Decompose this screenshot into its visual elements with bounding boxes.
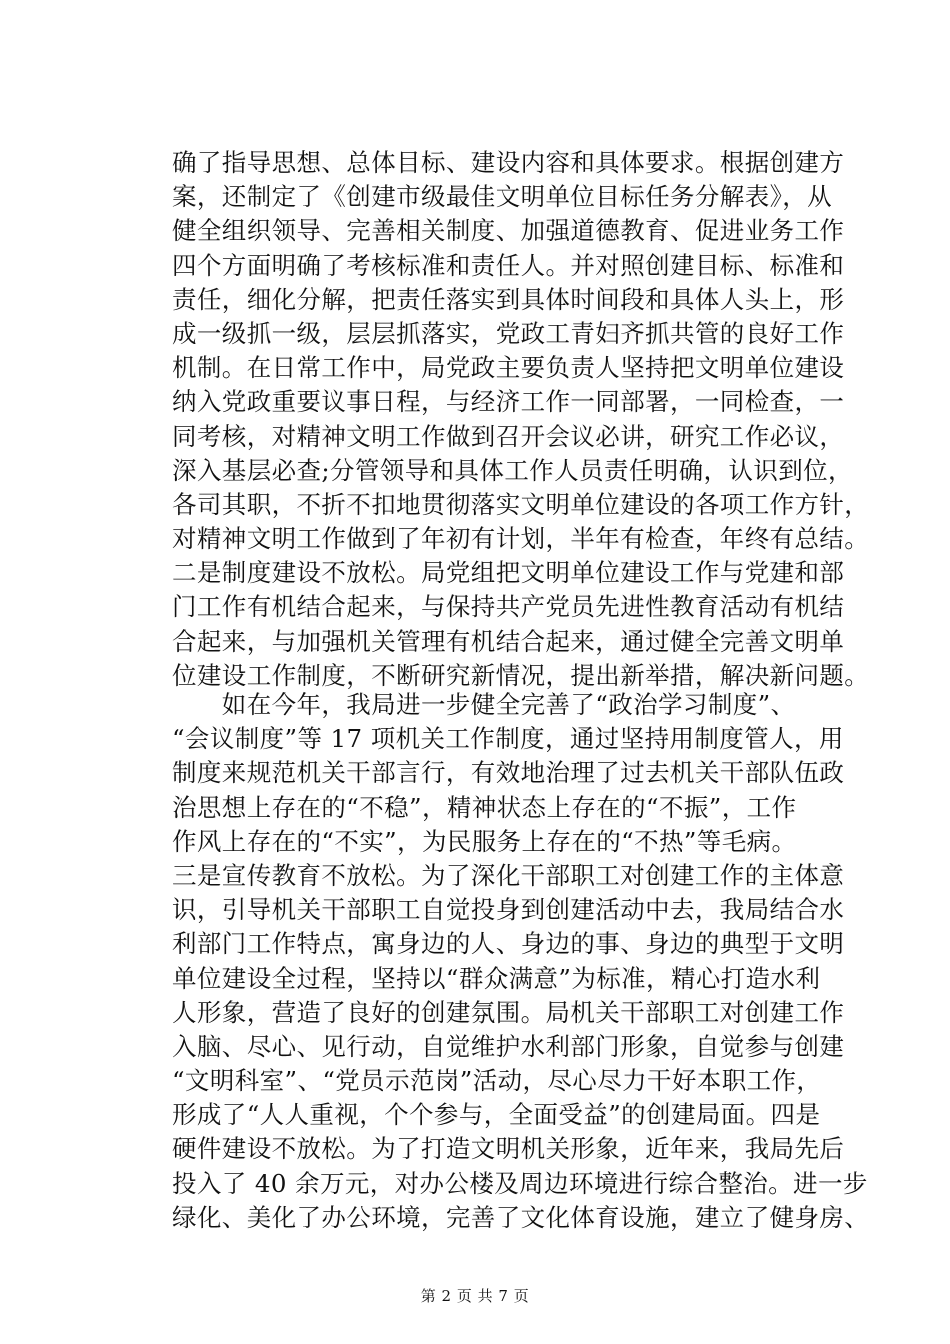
text-line: 深入基层必查;分管领导和具体工作人员责任明确，认识到位， [172,455,853,485]
text-line: 制度来规范机关干部言行，有效地治理了过去机关干部队伍政 [172,758,845,788]
text-line: 绿化、美化了办公环境，完善了文化体育设施，建立了健身房、 [172,1202,870,1232]
text-line: 识，引导机关干部职工自觉投身到创建活动中去，我局结合水 [172,895,845,925]
text-line: 门工作有机结合起来，与保持共产党员先进性教育活动有机结 [172,592,845,622]
text-line: 纳入党政重要议事日程，与经济工作一同部署，一同检查，一 [172,387,845,417]
text-line: 三是宣传教育不放松。为了深化干部职工对创建工作的主体意 [172,860,845,890]
text-line: 各司其职，不折不扣地贯彻落实文明单位建设的各项工作方针， [172,489,870,519]
paragraph-2 [172,688,870,1235]
text-line: 硬件建设不放松。为了打造文明机关形象，近年来，我局先后 [172,1134,845,1164]
text-line: 形成了“人人重视，个个参与，全面受益”的创建局面。四是 [172,1100,821,1130]
text-line: 同考核，对精神文明工作做到召开会议必讲，研究工作必议， [172,421,845,451]
text-line: 四个方面明确了考核标准和责任人。并对照创建目标、标准和 [172,250,845,280]
text-line: 案，还制定了《创建市级最佳文明单位目标任务分解表》，从 [172,182,833,212]
text-line: 二是制度建设不放松。局党组把文明单位建设工作与党建和部 [172,558,845,588]
page-footer: 第 2 页 共 7 页 [420,1287,530,1305]
text-line: 治思想上存在的“不稳”，精神状态上存在的“不振”，工作 [172,792,797,822]
text-line: 作风上存在的“不实”，为民服务上存在的“不热”等毛病。 [172,826,797,856]
text-line: 责任，细化分解，把责任落实到具体时间段和具体人头上，形 [172,284,845,314]
text-line: 人形象，营造了良好的创建氛围。局机关干部职工对创建工作 [172,997,845,1027]
text-line: 利部门工作特点，寓身边的人、身边的事、身边的典型于文明 [172,929,845,959]
text-line: 位建设工作制度，不断研究新情况，提出新举措，解决新问题。 [172,660,870,690]
text-line: 机制。在日常工作中，局党政主要负责人坚持把文明单位建设 [172,353,845,383]
text-line: 确了指导思想、总体目标、建设内容和具体要求。根据创建方 [172,148,845,177]
text-line: 入脑、尽心、见行动，自觉维护水利部门形象，自觉参与创建 [172,1031,845,1061]
text-line: 合起来，与加强机关管理有机结合起来，通过健全完善文明单 [172,626,845,656]
text-line: 成一级抓一级，层层抓落实，党政工青妇齐抓共管的良好工作 [172,318,845,348]
text-line: “文明科室”、“党员示范岗”活动，尽心尽力干好本职工作， [172,1066,822,1096]
text-line: 如在今年，我局进一步健全完善了“政治学习制度”、 [172,690,796,719]
text-line: 单位建设全过程，坚持以“群众满意”为标准，精心打造水利 [172,963,821,993]
text-line: 健全组织领导、完善相关制度、加强道德教育、促进业务工作 [172,216,845,246]
text-line: 投入了 40 余万元，对办公楼及周边环境进行综合整治。进一步 [172,1168,868,1198]
text-line: 对精神文明工作做到了年初有计划，半年有检查，年终有总结。 [172,524,870,554]
text-line: “会议制度”等 17 项机关工作制度，通过坚持用制度管人，用 [172,724,844,754]
paragraph-1 [172,146,870,693]
